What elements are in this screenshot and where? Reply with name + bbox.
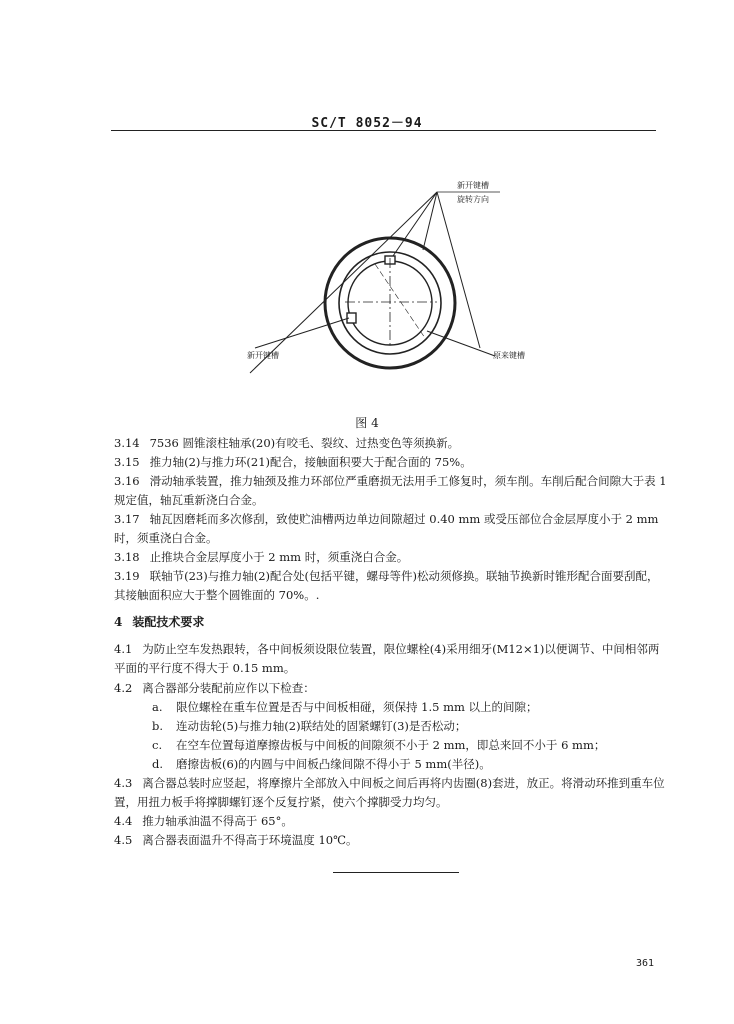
callout-top1: 新开键槽 xyxy=(457,181,489,190)
leader-right xyxy=(427,331,495,356)
subitem-a: a. 限位螺栓在重车位置是否与中间板相碰，须保持 1.5 mm 以上的间隙； xyxy=(152,700,538,714)
paragraph-3-14: 3.14 7536 圆锥滚柱轴承(20)有咬毛、裂纹、过热变色等须换新。 xyxy=(114,436,460,450)
paragraph-3-19: 3.19 联轴节(23)与推力轴(2)配合处(包括平键，螺母等件)松动须修换。联轴节换新时锥形配合面要刮配，其接触面积应大于整个圆锥面的 70%。. xyxy=(114,569,659,602)
leader-top-c xyxy=(423,192,437,250)
paragraph-3-15: 3.15 推力轴(2)与推力环(21)配合，接触面积要大于配合面的 75%。 xyxy=(114,455,472,469)
center-line-diag xyxy=(375,264,425,338)
page-number: 361 xyxy=(636,958,655,969)
leader-top-a xyxy=(250,192,437,373)
document-code: SC/T 8052－94 xyxy=(311,116,423,131)
paragraph-3-17: 3.17 轴瓦因磨耗而多次修刮，致使贮油槽两边单边间隙超过 0.40 mm 或受压部位合金层厚度小于 2 mm时，须重浇白合金。 xyxy=(114,512,659,545)
subitem-b: b. 连动齿轮(5)与推力轴(2)联结处的固紧螺钉(3)是否松动； xyxy=(152,719,467,733)
header-rule xyxy=(111,130,656,131)
paragraph-3-16: 3.16 滑动轴承装置，推力轴颈及推力环部位严重磨损无法用手工修复时，须车削。车削后配合间隙大于表 1 规定值，轴瓦重新浇白合金。 xyxy=(114,474,667,507)
figure-4-diagram xyxy=(225,168,565,388)
footer-rule xyxy=(333,872,459,873)
paragraph-4-3: 4.3 离合器总装时应竖起，将摩擦片全部放入中间板之间后再将内齿圈(8)套进，放正。将滑动环推到重车位置，用扭力板手将撑脚螺钉逐个反复拧紧，使六个撑脚受力均匀。 xyxy=(114,776,665,809)
leader-top-b xyxy=(393,192,437,256)
subitem-c: c. 在空车位置每道摩擦齿板与中间板的间隙须不小于 2 mm，即总来回不小于 6 mm； xyxy=(152,738,606,752)
callout-left: 新开键槽 xyxy=(247,351,279,360)
paragraph-4-4: 4.4 推力轴承油温不得高于 65°。 xyxy=(114,814,293,828)
paragraph-4-5: 4.5 离合器表面温升不得高于环境温度 10℃。 xyxy=(114,833,358,847)
paragraph-4-2: 4.2 离合器部分装配前应作以下检查： xyxy=(114,681,315,695)
paragraph-3-18: 3.18 止推块合金层厚度小于 2 mm 时，须重浇白合金。 xyxy=(114,550,409,564)
subitem-d: d. 磨擦齿板(6)的内圆与中间板凸缘间隙不得小于 5 mm(半径)。 xyxy=(152,757,491,771)
section-4-heading: 4 装配技术要求 xyxy=(114,615,205,629)
leader-top-d xyxy=(437,192,480,348)
paragraph-4-1: 4.1 为防止空车发热跟转，各中间板须设限位装置，限位螺栓(4)采用细牙(M12×1)以便调节、中间相邻两平面的平行度不得大于 0.15 mm。 xyxy=(114,642,660,675)
figure-caption: 图 4 xyxy=(355,416,379,430)
callout-right: 原来键槽 xyxy=(493,351,525,360)
callout-top2: 旋转方向 xyxy=(457,195,489,204)
